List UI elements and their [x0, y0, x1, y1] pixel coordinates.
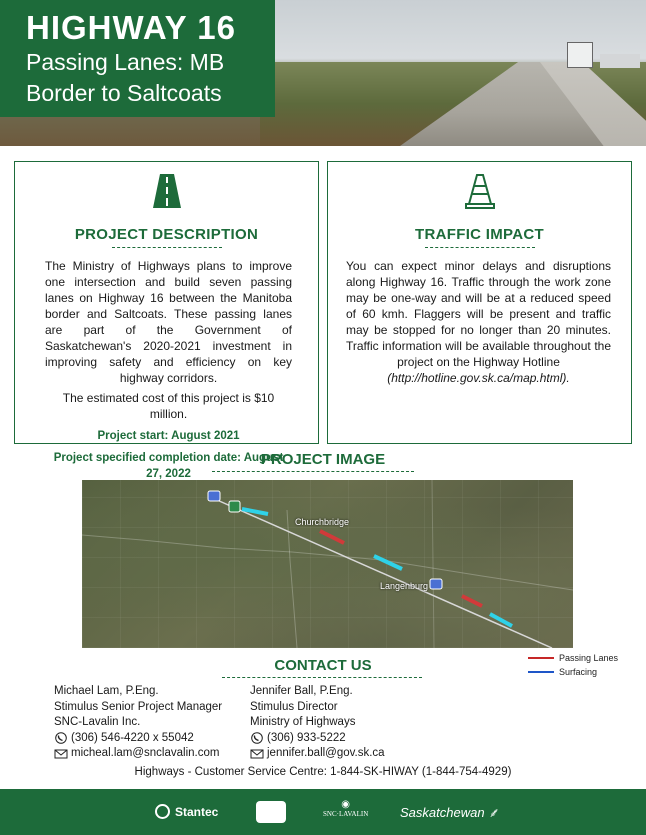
- page-title: HIGHWAY 16: [26, 9, 236, 46]
- legend-label: Surfacing: [559, 667, 598, 677]
- subtitle-line-1: Passing Lanes: MB: [26, 49, 225, 75]
- heading-divider: [425, 247, 535, 248]
- contact-name: Jennifer Ball, P.Eng.: [250, 685, 353, 697]
- subtitle-line-2: Border to Saltcoats: [26, 80, 222, 106]
- contact-email[interactable]: jennifer.ball@gov.sk.ca: [267, 747, 385, 759]
- saskatchewan-logo: [400, 803, 498, 821]
- contact-title: Stimulus Director: [250, 700, 338, 713]
- customer-service-line: Highways - Customer Service Centre: 1-844-SK-HIWAY (1-844-754-4929): [134, 766, 512, 778]
- snc-lavalin-logo: [323, 799, 368, 818]
- map-label-langenburg: Langenburg: [380, 581, 429, 591]
- phone-icon: [250, 732, 264, 744]
- traffic-impact-heading: TRAFFIC IMPACT: [415, 226, 544, 243]
- project-description-heading: PROJECT DESCRIPTION: [74, 226, 259, 243]
- vehicles-shape: [600, 54, 640, 68]
- project-map: [82, 480, 573, 648]
- title-block: [0, 0, 275, 117]
- project-description-panel: [14, 161, 319, 480]
- wheat-icon: ⸙: [488, 805, 498, 820]
- heading-divider: [112, 247, 222, 248]
- traffic-impact-panel: [327, 161, 632, 444]
- snc-signal-icon: ◉: [341, 799, 350, 810]
- traffic-cone-icon: [465, 174, 495, 215]
- email-icon: [250, 748, 264, 760]
- contact-org: SNC-Lavalin Inc.: [54, 716, 141, 728]
- legend-label: Passing Lanes: [559, 653, 619, 663]
- project-description-body: The Ministry of Highways plans to improve one intersection and build seven passing lanes on Highway 16 between the Manitoba border and Saltcoats. These passing lanes are part of the Government of Saskatchewan's 2020-2021 investment in improving safety and efficiency on key highway corridors.: [45, 259, 292, 385]
- project-start: Project start: August 2021: [97, 430, 240, 442]
- contact-person-1: [54, 684, 222, 762]
- email-icon: [54, 748, 68, 760]
- hotline-link[interactable]: (http://hotline.gov.sk.ca/map.html).: [387, 371, 570, 385]
- contact-person-2: [250, 684, 385, 762]
- contact-email-row: [250, 746, 385, 762]
- truck-shape: [567, 42, 593, 68]
- contact-name: Michael Lam, P.Eng.: [54, 685, 159, 697]
- footer-bar: [0, 789, 646, 835]
- traffic-impact-text: [346, 258, 611, 386]
- contact-phone-row: [250, 731, 385, 747]
- stantec-circle-icon: [155, 804, 170, 819]
- contact-phone[interactable]: (306) 546-4220 x 55042: [71, 731, 194, 744]
- contact-phone-row: [54, 731, 222, 747]
- stantec-logo: [155, 804, 218, 819]
- contact-phone[interactable]: (306) 933-5222: [267, 731, 346, 744]
- traffic-impact-body: You can expect minor delays and disruptions along Highway 16. Traffic through the work zone may be one-way and will be at a reduced speed of 60 kmh. Flaggers will be present and traffic may be stopped for no longer than 20 minutes. Traffic information will be available throughout the project on the Highway Hotline: [346, 259, 611, 369]
- project-image-heading: PROJECT IMAGE: [260, 451, 386, 468]
- heading-divider: [222, 677, 422, 678]
- contact-title: Stimulus Senior Project Manager: [54, 700, 223, 713]
- road-icon: [153, 174, 181, 213]
- estimated-cost: The estimated cost of this project is $10 million.: [62, 391, 275, 421]
- heading-divider: [212, 471, 414, 472]
- contact-email-row: [54, 746, 222, 762]
- stantec-logo-text: Stantec: [175, 804, 219, 819]
- phone-icon: [54, 732, 68, 744]
- contact-org: Ministry of Highways: [250, 716, 356, 728]
- project-completion: Project specified completion date: August 27, 2022: [53, 452, 284, 480]
- contact-heading: CONTACT US: [274, 657, 372, 674]
- 3311-logo-icon: [256, 801, 286, 823]
- map-label-churchbridge: Churchbridge: [295, 517, 350, 527]
- contact-email[interactable]: micheal.lam@snclavalin.com: [71, 747, 220, 759]
- saskatchewan-logo-text: Saskatchewan: [400, 805, 485, 820]
- snc-logo-text: SNC·LAVALIN: [323, 810, 369, 818]
- project-description-text: [45, 258, 292, 482]
